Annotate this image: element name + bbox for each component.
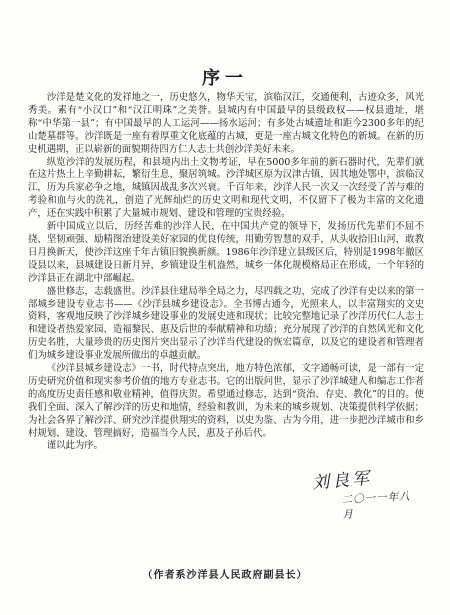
paragraph: 新中国成立以后，历经苦难的沙洋人民，在中国共产党的领导下，发扬历代先辈们不屈不挠、坚韧顽强、励精图治建设美好家园的优良传统，用勤劳智慧的双手，从头收拾旧山河，敢教日月换新天，使沙洋这座千年古镇旧貌换新颜。1986年沙洋建立县级区后，特别是1998年撤区设县以来，县城建设日新月异，乡镇建设生机盎然，城乡一体化规模格局正在形成，一个年轻的沙洋县正在湖北中部崛起。 <box>28 221 424 284</box>
signature-name: 刘良军 <box>311 468 373 494</box>
paragraph: 《沙洋县城乡建设志》一书，时代特点突出，地方特色浓郁，文字通畅可读，是一部有一定历史研究价值和现实参考价值的地方专业志书。它的出版问世，显示了沙洋城建人和编志工作者的高度历史责任感和敬业精神，值得庆贺。希望通过修志，达到“资治、存史、教化”的目的。使我们全面、深入了解沙洋的历史和地情，经验和教训，为未来的城乡规划、决策提供科学依据；为社会各界了解沙洋、研究沙洋提供翔实的资料，以史为鉴、古为今用，进一步把沙洋城市和乡村规划、建设、管理搞好，造福当今人民，惠及子孙后代。 <box>28 363 424 439</box>
signature-date: 二〇一一年八月 <box>341 490 411 522</box>
paragraph: 沙洋是楚文化的发祥地之一，历史悠久，物华天宝，滨临汉江，交通便利，古迹众多，风光秀美。素有“小汉口”和“汉江明珠”之美誉。县城内有中国最早的县级政权——权县遗址，堪称“中华第一县”；有中国最早的人工运河——扬水运河；有多处古城遗址和距今2300多年的纪山楚墓群等。沙洋既是一座有着厚重文化底蕴的古城，更是一座古城文化特色的新城。在新的历史机遇期，正以崭新的面貌期待四方仁人志士共创沙洋美好未来。 <box>28 92 424 155</box>
paragraph: 纵览沙洋的发展历程，和县境内出土文物考证，早在5000多年前的新石器时代，先辈们就在这片热土上辛勤耕耘，繁衍生息，聚居筑城。沙洋城区原为汉津古镇，因其地处鄂中，滨临汉江，历为兵家必争之地，城镇因战乱多次兴衰。千百年来，沙洋人民一次又一次经受了苦与难的考验和血与火的洗礼，创造了光辉灿烂的历史文明和现代文明，不仅留下了极为丰富的文化遗产，还在实践中积累了大量城市规划、建设和管理的宝贵经验。 <box>28 156 424 220</box>
paragraph: 盛世修志，志载盛世。沙洋县住建局举全局之力，尽四载之功，完成了沙洋有史以来的第一部城乡建设专业志书——《沙洋县城乡建设志》。全书博古通今，光照来人，以丰富翔实的文史资料，客观地反映了沙洋城乡建设事业的发展史迹和现状；比较完整地记录了沙洋历代仁人志士和建设者热爱家园、造福黎民、惠及后世的奉献精神和功绩；充分展现了沙洋的自然风光和文化历史名胜，大量珍贵的历史图片突出显示了沙洋当代建设的恢宏篇章，以及它的建设者和管理者们为城乡建设事业发展所做出的卓越贡献。 <box>28 285 424 362</box>
page-title: 序一 <box>202 68 248 89</box>
handwritten-signature <box>311 466 422 522</box>
author-note: （作者系沙洋县人民政府副县长） <box>142 570 308 581</box>
closing-line: 谨以此为序。 <box>46 440 104 452</box>
preface-body <box>28 92 424 453</box>
